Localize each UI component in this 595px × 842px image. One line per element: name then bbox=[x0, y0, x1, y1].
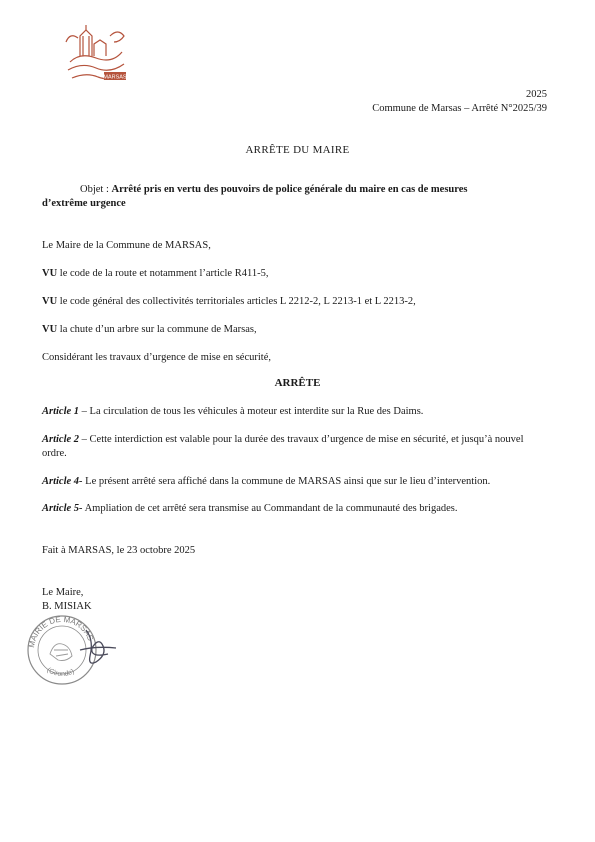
objet-line-1: Arrêté pris en vertu des pouvoirs de police générale du maire en cas de mesures bbox=[111, 184, 468, 195]
vu-prefix: VU bbox=[42, 324, 58, 335]
article-label: Article 2 bbox=[42, 434, 80, 445]
vu-item bbox=[42, 295, 557, 309]
objet-block bbox=[42, 183, 542, 211]
vu-text: le code de la route et notamment l’article R411-5, bbox=[57, 268, 269, 279]
vu-item bbox=[42, 267, 557, 281]
vu-text: la chute d’un arbre sur la commune de Marsas, bbox=[57, 324, 257, 335]
document-reference bbox=[372, 88, 547, 116]
article-label: Article 5- bbox=[42, 503, 83, 514]
arrete-heading: ARRÊTE bbox=[274, 377, 321, 389]
article-4 bbox=[42, 475, 557, 489]
article-text: Ampliation de cet arrêté sera transmise au Commandant de la communauté des brigades. bbox=[82, 503, 458, 514]
vu-item bbox=[42, 323, 557, 337]
article-2 bbox=[42, 433, 532, 461]
signature-role: Le Maire, bbox=[42, 587, 84, 598]
commune-logo bbox=[60, 22, 132, 88]
fait-a-date: Fait à MARSAS, le 23 octobre 2025 bbox=[42, 545, 196, 556]
stamp-text-top: MAIRIE DE MARSAS bbox=[27, 614, 96, 649]
article-label: Article 1 bbox=[42, 406, 80, 417]
considerant-text: Considérant les travaux d’urgence de mise en sécurité, bbox=[42, 352, 271, 363]
official-stamp bbox=[24, 610, 124, 688]
article-text: – La circulation de tous les véhicules à moteur est interdite sur la Rue des Daims. bbox=[79, 406, 424, 417]
article-text: Le présent arrêté sera affiché dans la commune de MARSAS ainsi que sur le lieu d’intervention. bbox=[82, 476, 491, 487]
reference-year: 2025 bbox=[526, 89, 547, 100]
objet-label: Objet : bbox=[80, 184, 109, 195]
article-label: Article 4- bbox=[42, 476, 83, 487]
vu-prefix: VU bbox=[42, 296, 58, 307]
logo-text: MARSAS bbox=[103, 74, 127, 81]
document-title: ARRÊTE DU MAIRE bbox=[245, 144, 350, 156]
article-1 bbox=[42, 405, 557, 419]
vu-text: le code général des collectivités territoriales articles L 2212-2, L 2213-1 et L 2213-2, bbox=[57, 296, 416, 307]
reference-number: Commune de Marsas – Arrêté N°2025/39 bbox=[372, 103, 547, 114]
intro-text: Le Maire de la Commune de MARSAS, bbox=[42, 240, 211, 251]
signature-name: B. MISIAK bbox=[42, 601, 92, 612]
objet-line-2: d’extrême urgence bbox=[42, 198, 126, 209]
article-text: – Cette interdiction est valable pour la durée des travaux d’urgence de mise en sécurité, et jusqu’à nouvel ordre. bbox=[42, 434, 524, 459]
vu-prefix: VU bbox=[42, 268, 58, 279]
article-5 bbox=[42, 502, 557, 516]
stamp-text-bottom: (Gironde) bbox=[45, 666, 76, 679]
svg-text:(Gironde) bbox=[45, 667, 75, 678]
